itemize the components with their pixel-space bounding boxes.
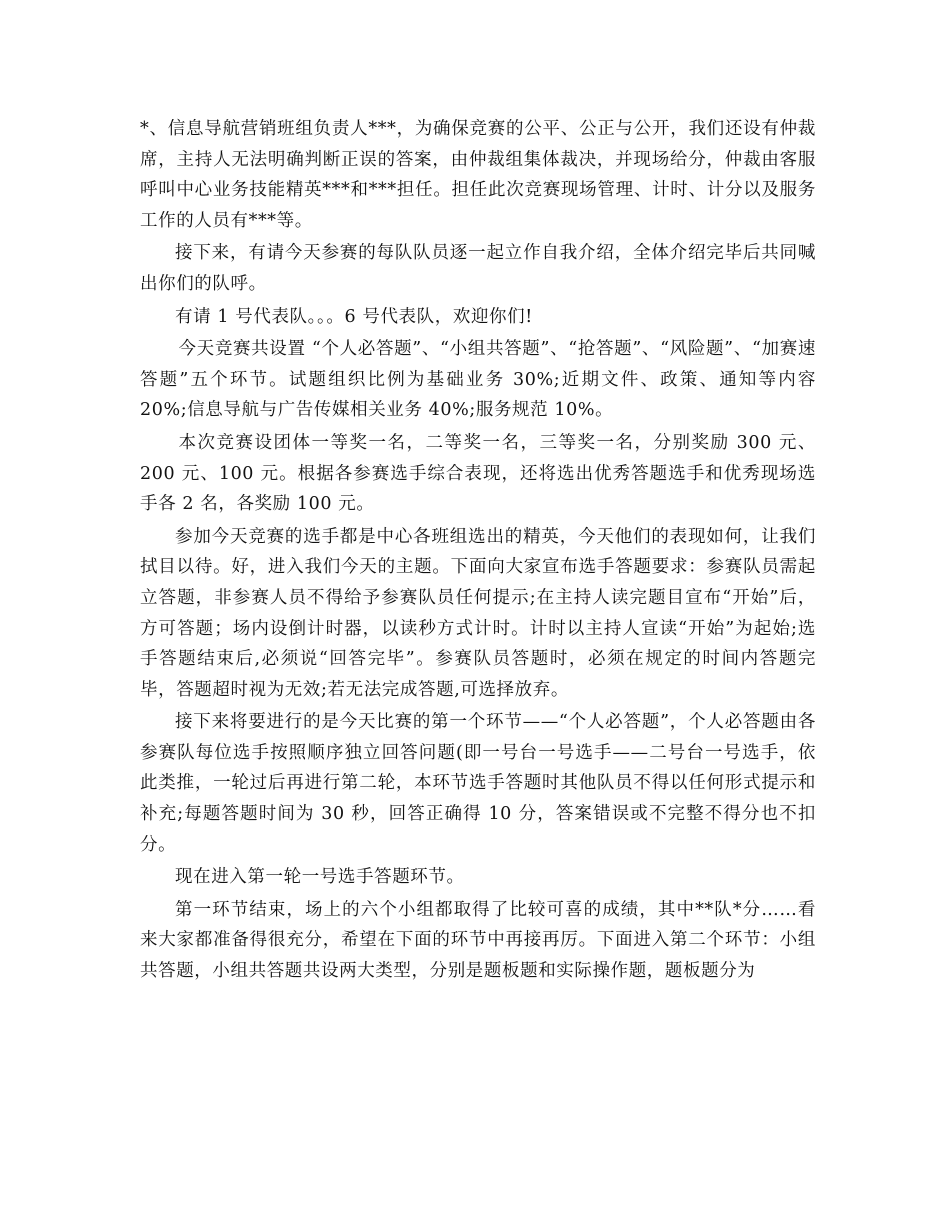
paragraph-arbitration: *、信息导航营销班组负责人***，为确保竞赛的公平、公正与公开，我们还设有仲裁席，主持人无法明确判断正误的答案，由仲裁组集体裁决，并现场给分，仲裁由客服呼叫中心业务技能精英***和***担任。担任此次竞赛现场管理、计时、计分以及服务工作的人员有***等。 (140, 119, 816, 231)
paragraph-second-round: 第一环节结束，场上的六个小组都取得了比较可喜的成绩，其中**队*分……看来大家都准备得很充分，希望在下面的环节中再接再厉。下面进入第二个环节：小组共答题，小组共答题共设两大类型，分别是题板题和实际操作题，题板题分为 (140, 899, 816, 982)
paragraph-round-start: 现在进入第一轮一号选手答题环节。 (175, 867, 465, 888)
paragraph-self-introduction: 接下来，有请今天参赛的每队队员逐一起立作自我介绍，全体介绍完毕后共同喊出你们的队呼。 (140, 243, 816, 294)
paragraph-awards: 本次竞赛设团体一等奖一名，二等奖一名，三等奖一名，分别奖励 300 元、200 元、100 元。根据各参赛选手综合表现，还将选出优秀答题选手和优秀现场选手各 2 名，各奖励 100 元。 (140, 432, 816, 515)
paragraph-answer-rules: 参加今天竞赛的选手都是中心各班组选出的精英，今天他们的表现如何，让我们拭目以待。好，进入我们今天的主题。下面向大家宣布选手答题要求：参赛队员需起立答题，非参赛人员不得给予参赛队员任何提示;在主持人读完题目宣布“开始”后，方可答题；场内设倒计时器，以读秒方式计时。计时以主持人宣读“开始”为起始;选手答题结束后,必须说“回答完毕”。参赛队员答题时，必须在规定的时间内答题完毕，答题超时视为无效;若无法完成答题,可选择放弃。 (140, 526, 816, 700)
paragraph-team-welcome: 有请 1 号代表队。。。6 号代表队，欢迎你们! (175, 306, 533, 327)
paragraph-first-round: 接下来将要进行的是今天比赛的第一个环节——“个人必答题”，个人必答题由各参赛队每位选手按照顺序独立回答问题(即一号台一号选手——二号台一号选手，依此类推，一轮过后再进行第二轮，本环节选手答题时其他队员不得以任何形式提示和补充;每题答题时间为 30 秒，回答正确得 10 分，答案错误或不完整不得分也不扣分。 (140, 712, 816, 855)
paragraph-contest-sections: 今天竞赛共设置 “个人必答题”、“小组共答题”、“抢答题”、“风险题”、“加赛速答题”五个环节。试题组织比例为基础业务 30%;近期文件、政策、通知等内容 20%;信息导航与广告传媒相关业务 40%;服务规范 10%。 (140, 339, 816, 421)
document-body (140, 114, 816, 989)
